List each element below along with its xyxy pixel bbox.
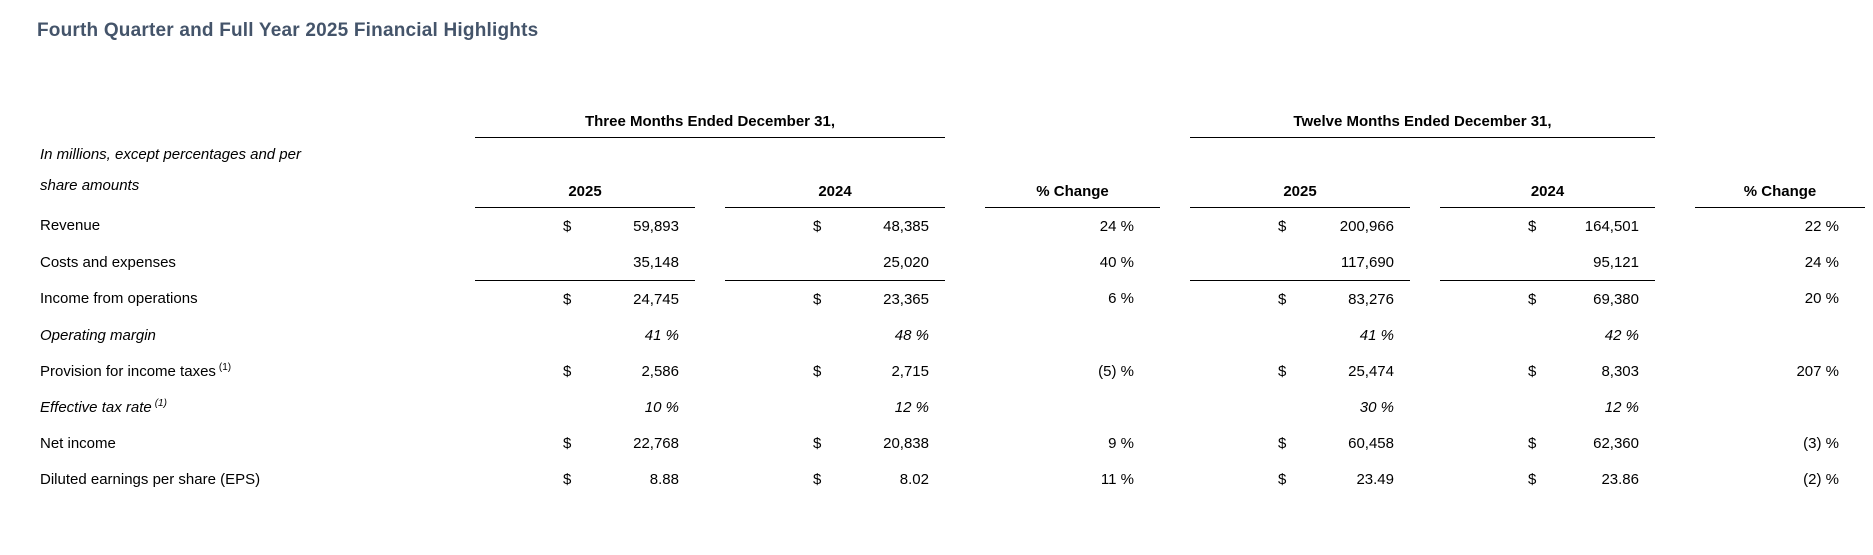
cell-value: 200,966 xyxy=(1339,217,1394,235)
dollar-sign xyxy=(725,389,825,425)
dollar-sign: $ xyxy=(563,362,572,380)
dollar-sign: $ xyxy=(813,470,822,488)
cell-value: 83,276 xyxy=(1348,290,1394,308)
dollar-sign: $ xyxy=(1278,217,1287,235)
dollar-sign xyxy=(475,244,575,281)
row-label: Income from operations xyxy=(40,290,198,308)
row-label: Effective tax rate $^{(1)}$ xyxy=(40,397,167,416)
group-header-three-months: Three Months Ended December 31, xyxy=(475,80,945,138)
table-body xyxy=(40,208,1865,498)
pct-change-value: 40 % xyxy=(1099,253,1134,271)
dollar-sign: $ xyxy=(1278,434,1287,452)
cell-value: 23,365 xyxy=(883,290,929,308)
cell-value: 41 % xyxy=(1359,326,1394,344)
row-label: Net income xyxy=(40,434,116,452)
dollar-sign: $ xyxy=(813,217,822,235)
cell-value: 164,501 xyxy=(1584,217,1639,235)
pct-change-value: (3) % xyxy=(1803,434,1839,452)
cell-value: 10 % xyxy=(644,398,679,416)
cell-value: 23.49 xyxy=(1356,470,1394,488)
col-header-q-pct-change: % Change xyxy=(985,138,1160,208)
cell-value: 30 % xyxy=(1359,398,1394,416)
dollar-sign: $ xyxy=(1528,217,1537,235)
row-label: Diluted earnings per share (EPS) xyxy=(40,470,261,488)
pct-change-value: (2) % xyxy=(1803,470,1839,488)
row-label: Provision for income taxes $^{(1)}$ xyxy=(40,361,232,380)
cell-value: 8.02 xyxy=(899,470,929,488)
units-note xyxy=(40,80,475,208)
cell-value: 2,586 xyxy=(641,362,679,380)
col-header-y-2025: 2025 xyxy=(1190,138,1410,208)
pct-change-value: (5) % xyxy=(1098,362,1134,380)
cell-value: 22,768 xyxy=(633,434,679,452)
dollar-sign xyxy=(475,317,575,353)
cell-value: 41 % xyxy=(644,326,679,344)
row-label: Costs and expenses xyxy=(40,253,176,271)
pct-change-value: 207 % xyxy=(1796,362,1839,380)
cell-value: 24,745 xyxy=(633,290,679,308)
pct-change-value xyxy=(985,389,1160,425)
cell-value: 48 % xyxy=(894,326,929,344)
pct-change-value: 24 % xyxy=(1804,253,1839,271)
table-row xyxy=(40,353,1865,389)
table-row xyxy=(40,281,1865,318)
cell-value: 35,148 xyxy=(575,244,695,281)
cell-value: 117,690 xyxy=(1290,244,1410,281)
pct-change-value: 22 % xyxy=(1804,217,1839,235)
dollar-sign xyxy=(725,244,825,281)
dollar-sign xyxy=(475,389,575,425)
table-row xyxy=(40,425,1865,461)
cell-value: 12 % xyxy=(1604,398,1639,416)
cell-value: 20,838 xyxy=(883,434,929,452)
pct-change-value: 6 % xyxy=(1108,290,1134,308)
table-row xyxy=(40,244,1865,281)
cell-value: 48,385 xyxy=(883,217,929,235)
cell-value: 8.88 xyxy=(649,470,679,488)
dollar-sign: $ xyxy=(813,434,822,452)
col-header-q-2025: 2025 xyxy=(475,138,695,208)
dollar-sign xyxy=(1190,389,1290,425)
cell-value: 25,474 xyxy=(1348,362,1394,380)
cell-value: 12 % xyxy=(894,398,929,416)
dollar-sign: $ xyxy=(1528,290,1537,308)
units-note-line1: In millions, except percentages and per xyxy=(40,145,301,163)
financial-highlights-table xyxy=(40,80,1865,497)
dollar-sign xyxy=(1190,244,1290,281)
dollar-sign: $ xyxy=(563,217,572,235)
pct-change-value: 9 % xyxy=(1108,434,1134,452)
col-header-q-2024: 2024 xyxy=(725,138,945,208)
col-header-y-2024: 2024 xyxy=(1440,138,1655,208)
cell-value: 8,303 xyxy=(1601,362,1639,380)
dollar-sign: $ xyxy=(1278,362,1287,380)
pct-change-value xyxy=(1695,389,1865,425)
dollar-sign: $ xyxy=(563,434,572,452)
pct-change-value: 11 % xyxy=(1100,470,1134,488)
pct-change-value: 24 % xyxy=(1099,217,1134,235)
page-title: Fourth Quarter and Full Year 2025 Financial Highlights xyxy=(37,20,539,41)
row-label: Operating margin xyxy=(40,326,156,344)
cell-value: 60,458 xyxy=(1348,434,1394,452)
cell-value: 59,893 xyxy=(633,217,679,235)
footnote-marker: (1) xyxy=(154,397,167,409)
dollar-sign: $ xyxy=(563,290,572,308)
group-header-twelve-months: Twelve Months Ended December 31, xyxy=(1190,80,1655,138)
dollar-sign: $ xyxy=(813,362,822,380)
dollar-sign: $ xyxy=(563,470,572,488)
pct-change-value xyxy=(1695,317,1865,353)
dollar-sign: $ xyxy=(1528,362,1537,380)
row-label: Revenue xyxy=(40,217,101,235)
cell-value: 23.86 xyxy=(1601,470,1639,488)
dollar-sign xyxy=(1190,317,1290,353)
cell-value: 95,121 xyxy=(1540,244,1655,281)
cell-value: 2,715 xyxy=(891,362,929,380)
cell-value: 69,380 xyxy=(1593,290,1639,308)
dollar-sign xyxy=(1440,244,1540,281)
dollar-sign: $ xyxy=(1278,470,1287,488)
dollar-sign xyxy=(1440,317,1540,353)
table-row xyxy=(40,461,1865,497)
dollar-sign xyxy=(725,317,825,353)
table-row xyxy=(40,389,1865,425)
cell-value: 25,020 xyxy=(825,244,945,281)
dollar-sign: $ xyxy=(1528,434,1537,452)
cell-value: 42 % xyxy=(1604,326,1639,344)
dollar-sign: $ xyxy=(1528,470,1537,488)
col-header-y-pct-change: % Change xyxy=(1695,138,1865,208)
units-note-line2: share amounts xyxy=(40,176,140,194)
pct-change-value xyxy=(985,317,1160,353)
cell-value: 62,360 xyxy=(1593,434,1639,452)
dollar-sign xyxy=(1440,389,1540,425)
dollar-sign: $ xyxy=(1278,290,1287,308)
footnote-marker: (1) xyxy=(218,361,232,373)
table-row xyxy=(40,317,1865,353)
table-row xyxy=(40,208,1865,245)
pct-change-value: 20 % xyxy=(1804,290,1839,308)
dollar-sign: $ xyxy=(813,290,822,308)
